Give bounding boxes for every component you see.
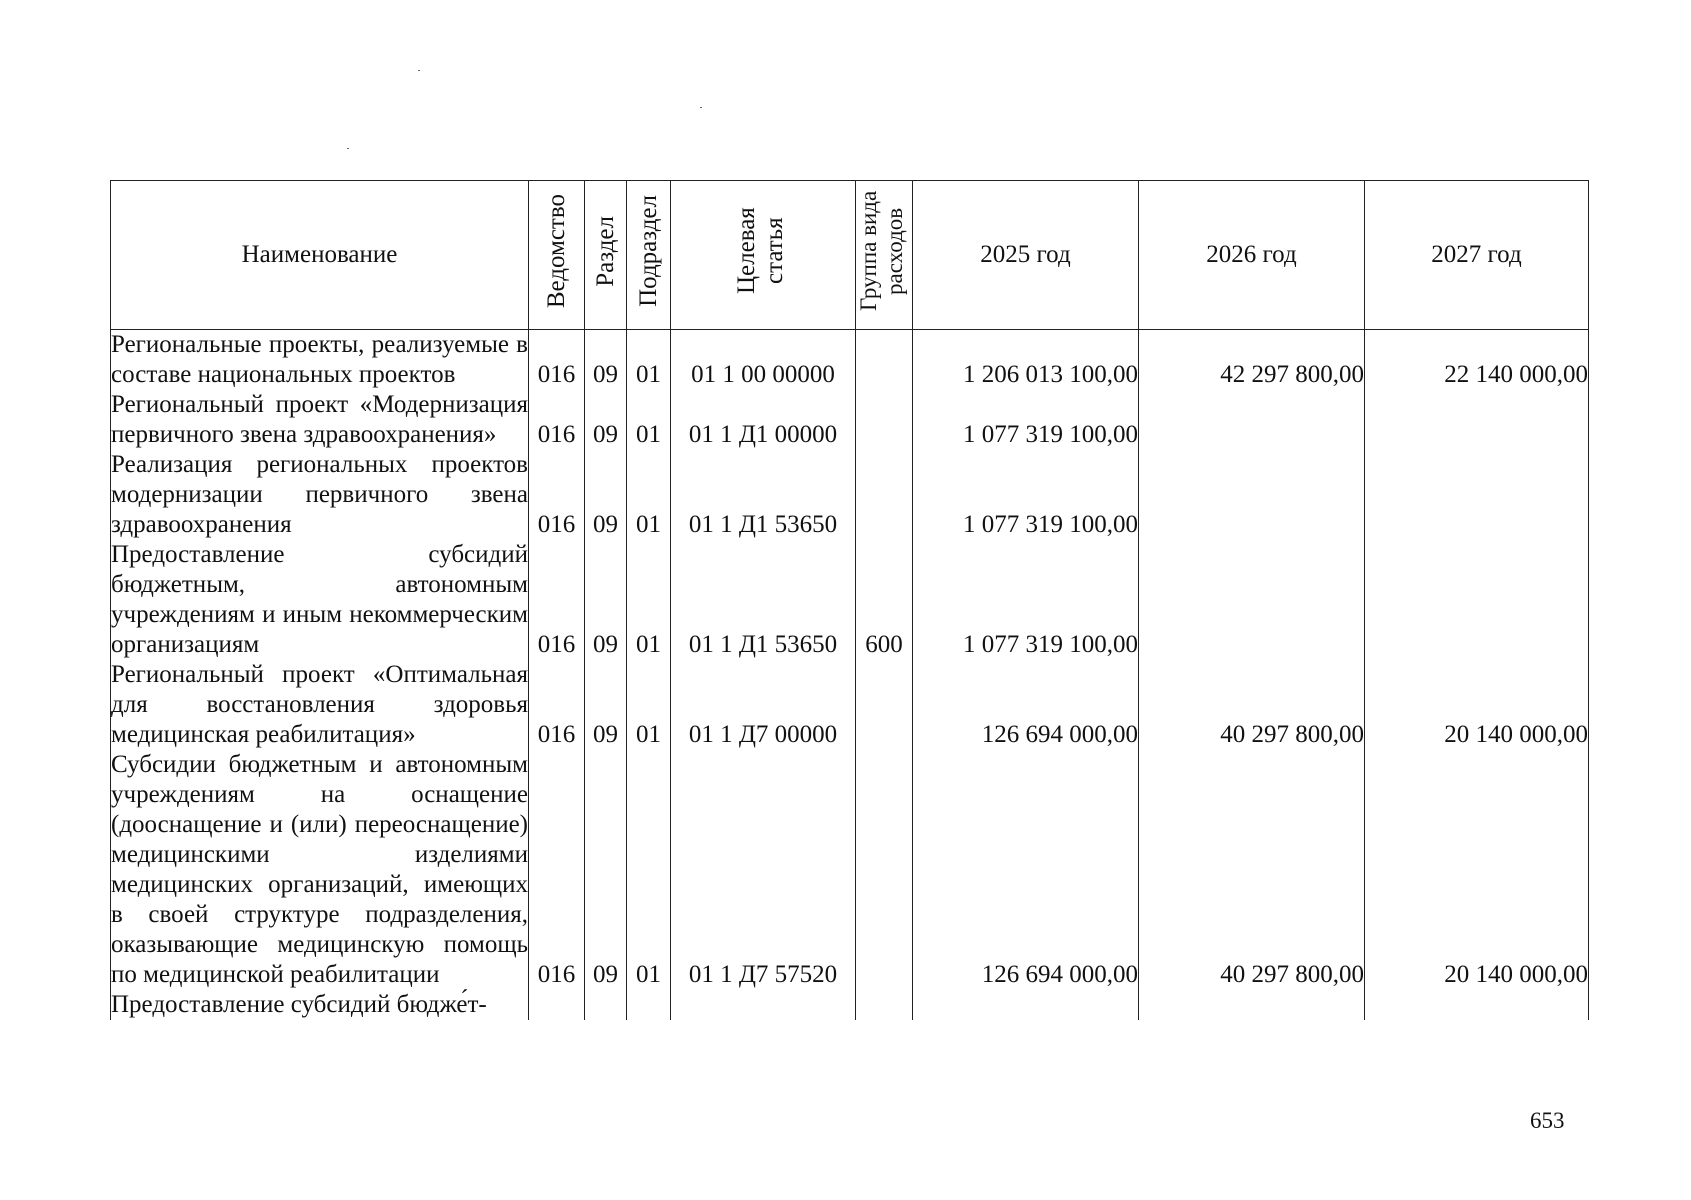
row-podrazdel: 01 [627,540,671,660]
row-name: Региональные проекты, реализуемые в составе национальных проектов [111,331,528,388]
row-2026: 42 297 800,00 [1139,330,1365,391]
table-row [111,990,1589,1020]
scan-speck [700,107,702,108]
row-celevaya: 01 1 Д7 00000 [671,660,856,750]
row-razdel: 09 [585,660,627,750]
row-podrazdel: 01 [627,750,671,990]
page-number: 653 [1530,1108,1565,1133]
header-celevaya: Целевая статья [671,181,856,330]
scan-speck [418,70,420,71]
row-gruppa [856,750,913,990]
row-ved: 016 [529,750,585,990]
row-2027 [1365,540,1589,660]
row-podrazdel [627,990,671,1020]
row-celevaya [671,990,856,1020]
row-gruppa [856,330,913,391]
row-razdel: 09 [585,390,627,450]
row-ved: 016 [529,540,585,660]
budget-table [110,180,1589,1020]
row-gruppa: 600 [856,540,913,660]
row-celevaya: 01 1 Д1 00000 [671,390,856,450]
row-name: Предоставление субсидий бюдже́т- [111,990,529,1020]
row-2027: 20 140 000,00 [1365,660,1589,750]
table-row [111,660,1589,750]
row-2025: 1 206 013 100,00 [913,330,1139,391]
row-2026 [1139,450,1365,540]
row-podrazdel: 01 [627,450,671,540]
table-row [111,540,1589,660]
table-row [111,450,1589,540]
table-row [111,750,1589,990]
row-name: Реализация региональных проектов модернизации первичного звена здравоохранения [111,451,528,538]
table-row [111,390,1589,450]
row-podrazdel: 01 [627,660,671,750]
row-gruppa [856,450,913,540]
row-name: Региональный проект «Модернизация первичного звена здравоохранения» [111,391,528,448]
header-2027: 2027 год [1365,181,1589,330]
row-2027 [1365,450,1589,540]
row-celevaya: 01 1 Д1 53650 [671,540,856,660]
row-2026 [1139,390,1365,450]
header-2026: 2026 год [1139,181,1365,330]
header-2025: 2025 год [913,181,1139,330]
row-2026: 40 297 800,00 [1139,750,1365,990]
header-podrazdel: Подраздел [627,181,671,330]
header-name: Наименование [111,181,529,330]
row-ved: 016 [529,660,585,750]
row-ved: 016 [529,330,585,391]
row-2027: 22 140 000,00 [1365,330,1589,391]
row-2026: 40 297 800,00 [1139,660,1365,750]
row-celevaya: 01 1 Д1 53650 [671,450,856,540]
row-razdel: 09 [585,330,627,391]
row-2025: 126 694 000,00 [913,660,1139,750]
row-razdel: 09 [585,540,627,660]
row-2027: 20 140 000,00 [1365,750,1589,990]
row-2025: 126 694 000,00 [913,750,1139,990]
row-celevaya: 01 1 Д7 57520 [671,750,856,990]
row-gruppa [856,990,913,1020]
row-podrazdel: 01 [627,390,671,450]
row-2025: 1 077 319 100,00 [913,540,1139,660]
row-2026 [1139,990,1365,1020]
header-vedomstvo: Ведомство [529,181,585,330]
table-row [111,330,1589,391]
scan-speck [347,148,349,149]
row-razdel: 09 [585,450,627,540]
row-ved [529,990,585,1020]
row-2027 [1365,990,1589,1020]
row-2025: 1 077 319 100,00 [913,450,1139,540]
row-name: Региональный проект «Оптимальная для восстановления здоровья медицинская реабилитация» [111,661,528,748]
row-gruppa [856,390,913,450]
row-ved: 016 [529,390,585,450]
row-razdel [585,990,627,1020]
table-header-row [111,181,1589,330]
row-celevaya: 01 1 00 00000 [671,330,856,391]
row-podrazdel: 01 [627,330,671,391]
row-2025: 1 077 319 100,00 [913,390,1139,450]
row-2025 [913,990,1139,1020]
header-gruppa: Группа вида расходов [856,181,913,330]
row-ved: 016 [529,450,585,540]
row-name: Субсидии бюджетным и автономным учреждениям на оснащение (дооснащение и (или) переоснащение) медицинскими изделиями медицинских организаций, имеющих в своей структуре подразделения, оказывающие медицинскую помощь по медицинской реабилитации [111,751,528,988]
row-name: Предоставление субсидий бюджетным, автономным учреждениям и иным некоммерческим организациям [111,541,528,658]
row-razdel: 09 [585,750,627,990]
header-razdel: Раздел [585,181,627,330]
row-2026 [1139,540,1365,660]
row-2027 [1365,390,1589,450]
row-gruppa [856,660,913,750]
